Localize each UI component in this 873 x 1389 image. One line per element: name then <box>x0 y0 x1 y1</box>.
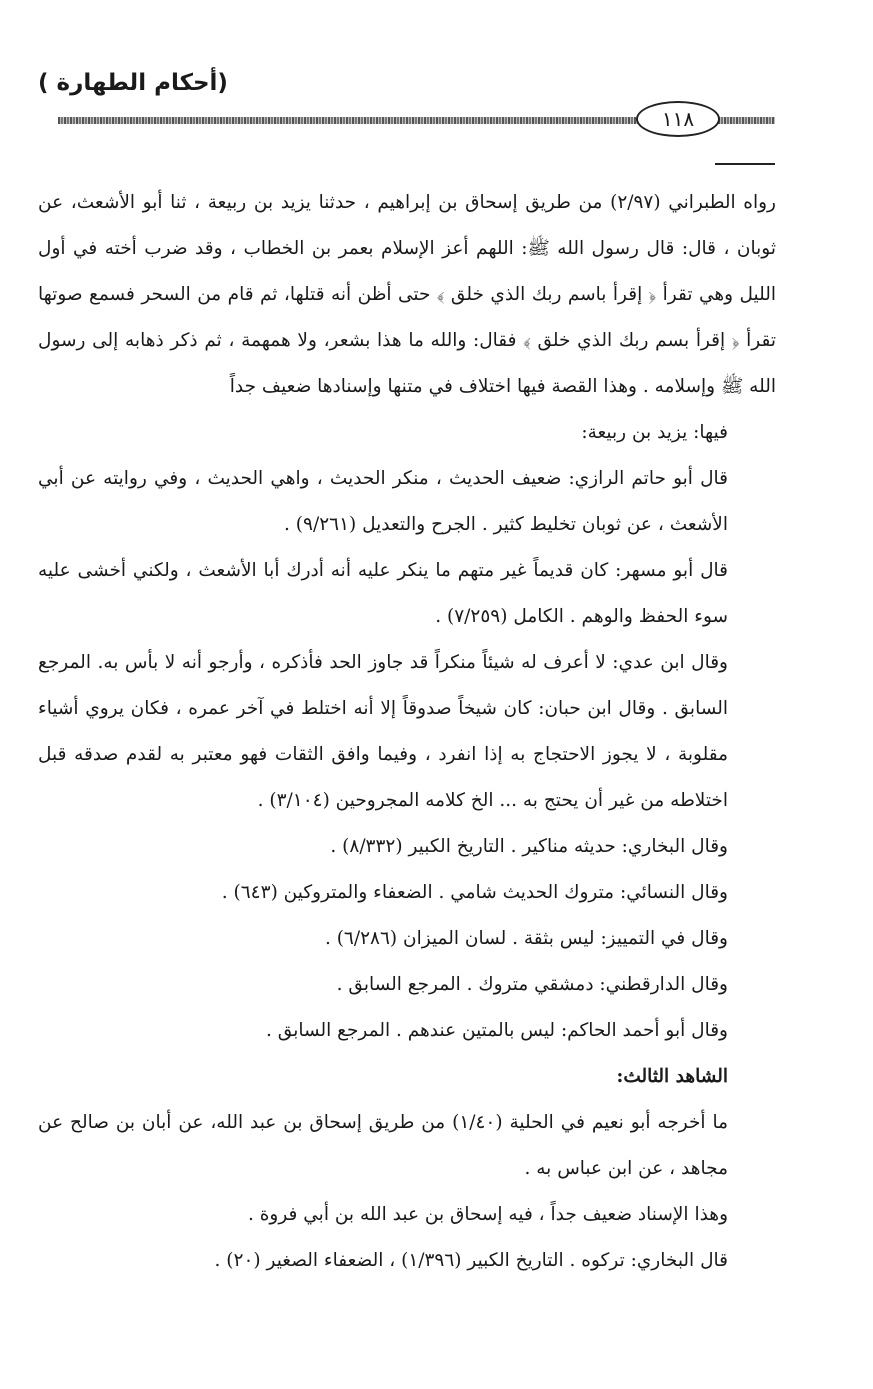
paragraph-daraqutni: وقال الدارقطني: دمشقي متروك . المرجع السابق . <box>336 974 728 995</box>
page-number-badge: ١١٨ <box>636 101 720 137</box>
paragraph-isnad-weak: وهذا الإسناد ضعيف جداً ، فيه إسحاق بن عبد الله بن أبي فروة . <box>247 1204 728 1225</box>
paragraph-narrator-heading: فيها: يزيد بن ربيعة: <box>581 422 728 443</box>
paragraph-bukhari-tarakuhu: قال البخاري: تركوه . التاريخ الكبير (١/٣٩٦) ، الضعفاء الصغير (٢٠) . <box>214 1250 728 1271</box>
paragraph-nasai: وقال النسائي: متروك الحديث شامي . الضعفاء والمتروكين (٦٤٣) . <box>221 882 728 903</box>
paragraph-abu-hatim: قال أبو حاتم الرازي: ضعيف الحديث ، منكر الحديث ، واهي الحديث ، وفي روايته عن أبي الأشعث ، عن ثوبان تخليط كثير . الجرح والتعديل (٩/٢٦١) . <box>38 468 728 535</box>
footnote-separator <box>715 163 775 165</box>
paragraph-abu-mushir: قال أبو مسهر: كان قديماً غير متهم ما ينكر عليه أنه أدرك أبا الأشعث ، ولكني أخشى عليه سوء الحفظ والوهم . الكامل (٧/٢٥٩) . <box>38 560 728 627</box>
paragraph-ibn-adi: وقال ابن عدي: لا أعرف له شيئاً منكراً قد جاوز الحد فأذكره ، وأرجو أنه لا بأس به. المرجع السابق . وقال ابن حبان: كان شيخاً صدوقاً إلا أنه اختلط في آخر عمره ، فكان يروي أشياء مقلوبة ، لا يجوز الاحتجاج به إذا انفرد ، وفيما وافق الثقات فهو معتبر به لقدم صدقه قبل اختلاطه من غير أن يحتج به ... الخ كلامه المجروحين (٣/١٠٤) . <box>38 652 728 811</box>
paragraph-bukhari: وقال البخاري: حديثه مناكير . التاريخ الكبير (٨/٣٣٢) . <box>330 836 728 857</box>
paragraph-abu-nuaym: ما أخرجه أبو نعيم في الحلية (١/٤٠) من طريق إسحاق بن عبد الله، عن أبان بن صالح عن مجاهد ، عن ابن عباس به . <box>38 1112 728 1179</box>
paragraph-tamyiz: وقال في التمييز: ليس بثقة . لسان الميزان (٦/٢٨٦) . <box>324 928 728 949</box>
section-heading-third-witness: الشاهد الثالث: <box>616 1066 728 1087</box>
running-header-title: (أحكام الطهارة ) <box>38 70 228 96</box>
paragraph-tabarani-narration: رواه الطبراني (٢/٩٧) من طريق إسحاق بن إبراهيم ، حدثنا يزيد بن ربيعة ، ثنا أبو الأشعث، عن ثوبان ، قال: قال رسول الله ﷺ: اللهم أعز الإسلام بعمر بن الخطاب ، وقد ضرب أخته في أول الليل وهي تقرأ ﴿ إقرأ باسم ربك الذي خلق ﴾ حتى أظن أنه قتلها، ثم قام من السحر فسمع صوتها تقرأ ﴿ إقرأ بسم ربك الذي خلق ﴾ فقال: والله ما هذا بشعر، ولا همهمة ، ثم ذكر ذهابه إلى رسول الله ﷺ وإسلامه . وهذا القصة فيها اختلاف في متنها وإسنادها ضعيف جداً <box>38 192 776 397</box>
paragraph-abu-ahmad-hakim: وقال أبو أحمد الحاكم: ليس بالمتين عندهم . المرجع السابق . <box>266 1020 728 1041</box>
main-text <box>38 180 776 1284</box>
